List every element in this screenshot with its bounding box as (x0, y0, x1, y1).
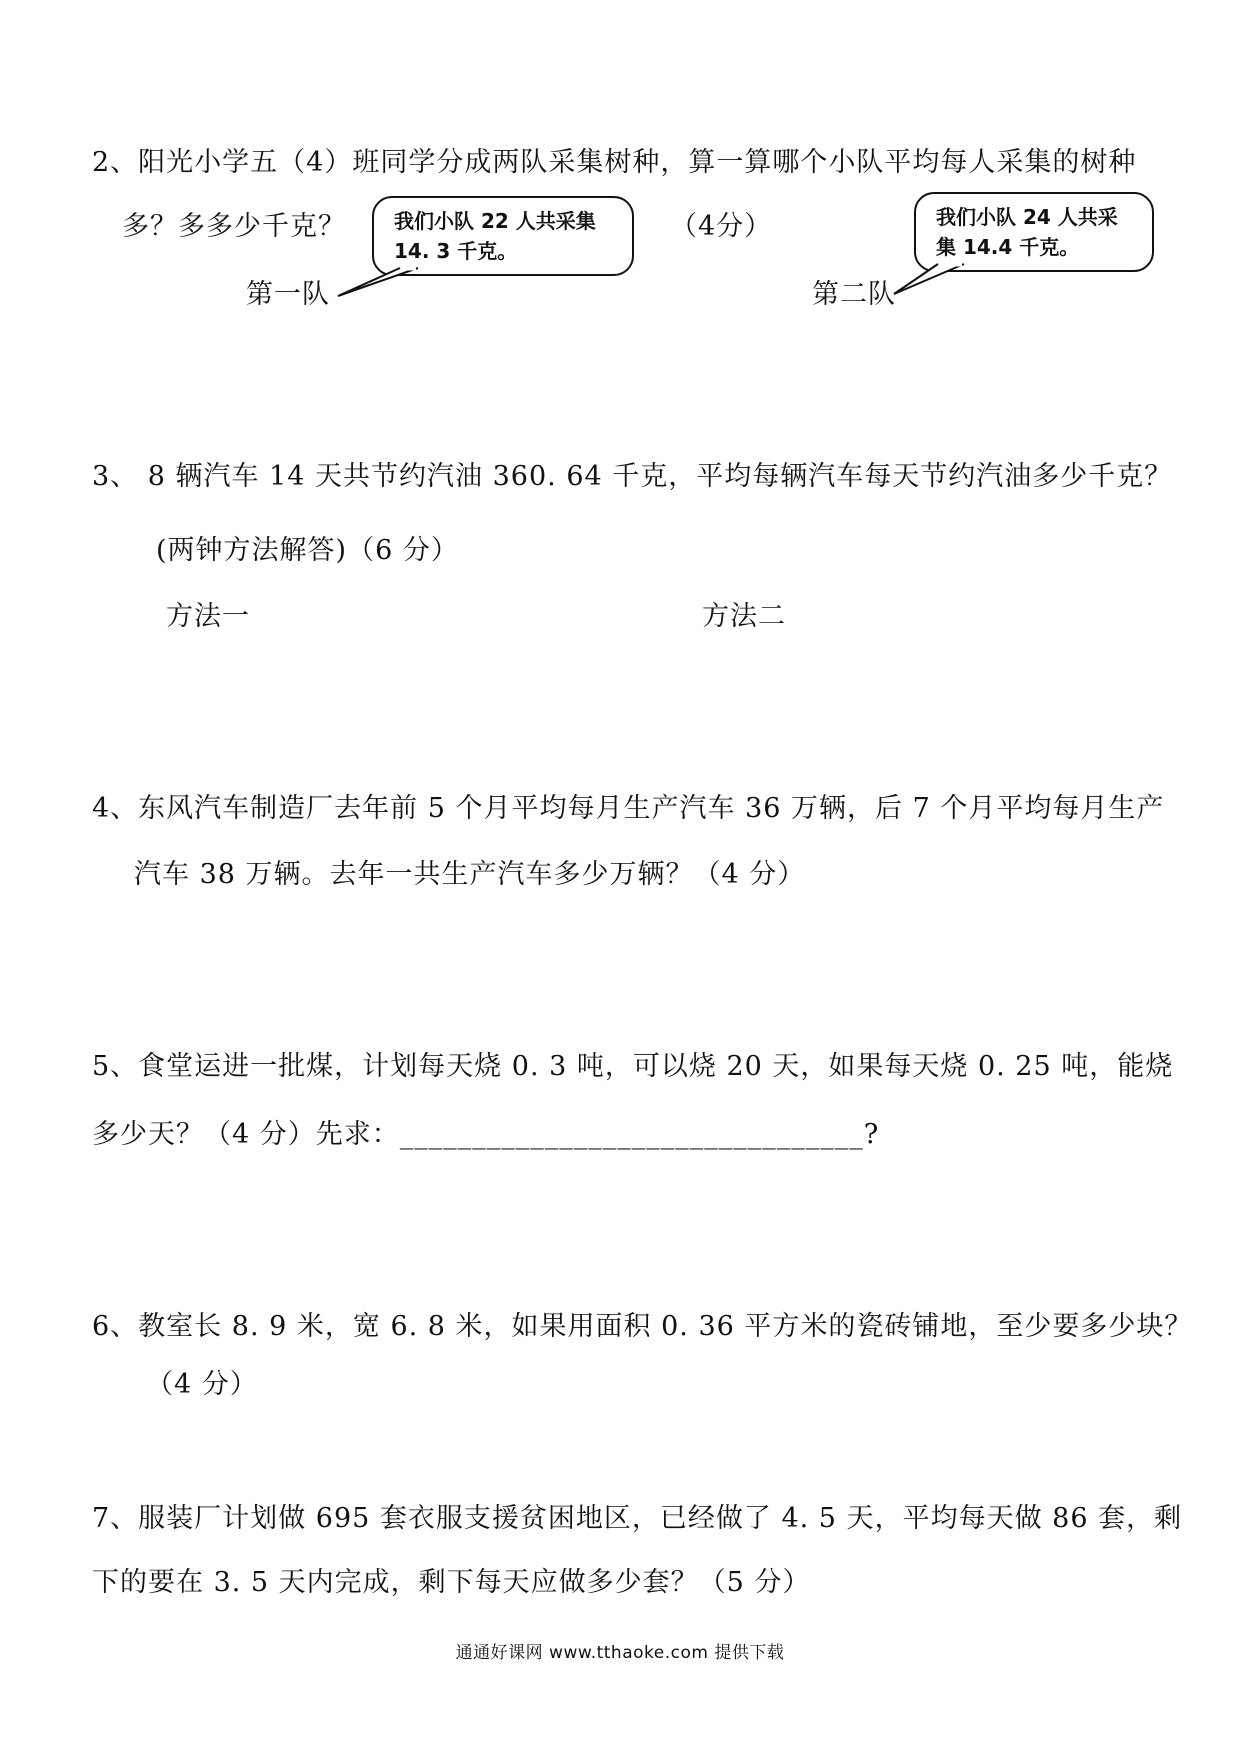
q2-text-line2: 多？多多少千克？ (122, 211, 346, 242)
team2-bubble-pointer (888, 262, 978, 302)
q4-text-line1: 4、东风汽车制造厂去年前 5 个月平均每月生产汽车 36 万辆，后 7 个月平均每月生产 (92, 793, 1165, 824)
team1-label: 第一队 (246, 279, 330, 310)
q5-text-line1: 5、食堂运进一批煤，计划每天烧 0. 3 吨，可以烧 20 天，如果每天烧 0. 25 吨，能烧 (92, 1051, 1174, 1082)
q7-text-line1: 7、服装厂计划做 695 套衣服支援贫困地区，已经做了 4. 5 天，平均每天做 86 套，剩 (92, 1503, 1183, 1534)
q5-text-line2: 多少天？（4 分）先求：________________________________? (92, 1119, 880, 1150)
q3-method1-label: 方法一 (166, 601, 250, 632)
q4-text-line2: 汽车 38 万辆。去年一共生产汽车多少万辆？（4 分） (134, 859, 806, 890)
team2-bubble-line1: 我们小队 24 人共采 (936, 205, 1118, 229)
q6-text-line1: 6、教室长 8. 9 米，宽 6. 8 米，如果用面积 0. 36 平方米的瓷砖铺地，至少要多少块？ (92, 1311, 1193, 1342)
team2-speech-bubble (914, 192, 1154, 272)
team1-bubble-line1: 我们小队 22 人共采集 (394, 209, 596, 233)
team1-bubble-pointer (330, 266, 420, 306)
page-footer: 通通好课网 www.tthaoke.com 提供下载 (455, 1643, 785, 1663)
q3-text-line2: (两钟方法解答)（6 分） (156, 535, 459, 566)
team1-bubble-line2: 14. 3 千克。 (394, 239, 518, 263)
q3-text-line1: 3、 8 辆汽车 14 天共节约汽油 360. 64 千克，平均每辆汽车每天节约汽油多少千克？ (92, 461, 1173, 492)
team1-speech-bubble (372, 196, 634, 276)
team2-bubble-line2: 集 14.4 千克。 (936, 235, 1080, 259)
q6-text-line2: （4 分） (146, 1369, 258, 1400)
q7-text-line2: 下的要在 3. 5 天内完成，剩下每天应做多少套？（5 分） (92, 1567, 811, 1598)
q2-text-line1: 2、阳光小学五（4）班同学分成两队采集树种，算一算哪个小队平均每人采集的树种 (92, 147, 1137, 178)
team2-label: 第二队 (812, 279, 896, 310)
q2-score: （4分） (670, 211, 773, 242)
q3-method2-label: 方法二 (702, 601, 786, 632)
